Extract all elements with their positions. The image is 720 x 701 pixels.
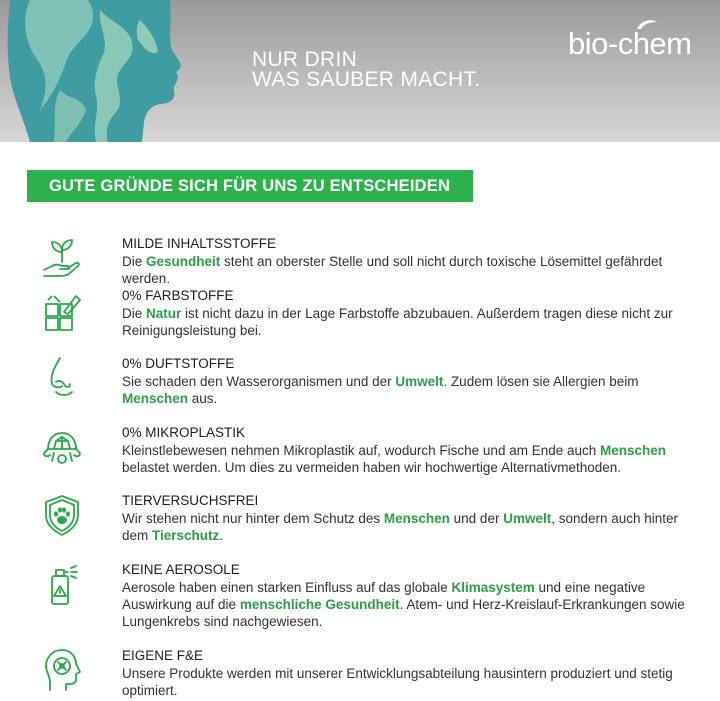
text-segment: aus. <box>188 391 218 406</box>
text-segment: ist nicht dazu in der Lage Farbstoffe abzubauen. Außerdem tragen diese nicht zur Reinigungsleistung bei. <box>122 306 673 338</box>
item-text <box>122 579 702 630</box>
item-text <box>122 253 702 287</box>
aerosol-can-icon <box>40 562 84 606</box>
section-banner <box>27 170 473 202</box>
item-text <box>122 665 702 699</box>
text-segment: Die <box>122 306 147 321</box>
nose-icon <box>40 356 84 400</box>
text-segment: steht an oberster Stelle und soll nicht durch toxische Lösemittel gefährdet werden. <box>122 254 663 286</box>
slogan-line-2: WAS SAUBER MACHT. <box>252 68 481 91</box>
item-title: 0% FARBSTOFFE <box>122 288 234 303</box>
item-title: EIGENE F&E <box>122 648 204 663</box>
highlight-keyword: Natur <box>146 306 182 321</box>
item-text <box>122 510 702 544</box>
item-title: MILDE INHALTSSTOFFE <box>122 236 277 251</box>
highlight-keyword: Tierschutz <box>152 528 220 543</box>
item-title: 0% DUFTSTOFFE <box>122 356 235 371</box>
text-segment: . Atem- und Herz-Kreislauf-Erkrankungen sowie Lungenkrebs sind nachgewiesen. <box>122 597 685 629</box>
highlight-keyword: Umwelt <box>503 511 552 526</box>
text-segment: Sie schaden den Wasserorganismen und der <box>122 374 396 389</box>
item-title: KEINE AEROSOLE <box>122 562 240 577</box>
item-text <box>122 373 702 407</box>
highlight-keyword: Menschen <box>122 391 189 406</box>
text-segment: und der <box>449 511 504 526</box>
text-segment: und eine negative Auswirkung auf die <box>122 580 646 612</box>
hero-header <box>0 0 720 142</box>
item-text <box>122 305 702 339</box>
highlight-keyword: Menschen <box>383 511 450 526</box>
highlight-keyword: Klimasystem <box>451 580 535 595</box>
section-title: GUTE GRÜNDE SICH FÜR UNS ZU ENTSCHEIDEN <box>49 177 451 195</box>
highlight-keyword: menschliche Gesundheit <box>239 597 400 612</box>
text-segment: . Zudem lösen sie Allergien beim <box>443 374 639 389</box>
item-title: TIERVERSUCHSFREI <box>122 493 259 508</box>
highlight-keyword: Menschen <box>600 443 667 458</box>
turtle-icon <box>40 425 84 469</box>
paw-shield-icon <box>40 493 84 537</box>
text-segment: belastet werden. Um dies zu vermeiden haben wir hochwertige Alternativmethoden. <box>122 460 622 475</box>
text-segment: Die <box>122 254 147 269</box>
text-segment: Unsere Produkte werden mit unserer Entwicklungsabteilung hausintern produziert und stetig optimiert. <box>122 666 673 698</box>
slogan-line-1: NUR DRIN <box>252 48 358 71</box>
highlight-keyword: Gesundheit <box>146 254 221 269</box>
slogan <box>252 50 480 90</box>
highlight-keyword: Umwelt <box>395 374 444 389</box>
globe-head-image <box>0 0 240 142</box>
brand-logo: bio-chem <box>568 26 692 61</box>
text-segment: . <box>219 528 224 543</box>
text-segment: , sondern auch hinter dem <box>122 511 679 543</box>
color-palette-icon <box>40 290 84 334</box>
text-segment: Kleinstlebewesen nehmen Mikroplastik auf, wodurch Fische und am Ende auch <box>122 443 601 458</box>
text-segment: Wir stehen nicht nur hinter dem Schutz des <box>122 511 384 526</box>
research-brain-icon <box>40 648 84 692</box>
item-text <box>122 442 702 476</box>
item-title: 0% MIKROPLASTIK <box>122 425 246 440</box>
text-segment: Aerosole haben einen starken Einfluss auf das globale <box>122 580 452 595</box>
plant-in-hand-icon <box>40 236 84 280</box>
